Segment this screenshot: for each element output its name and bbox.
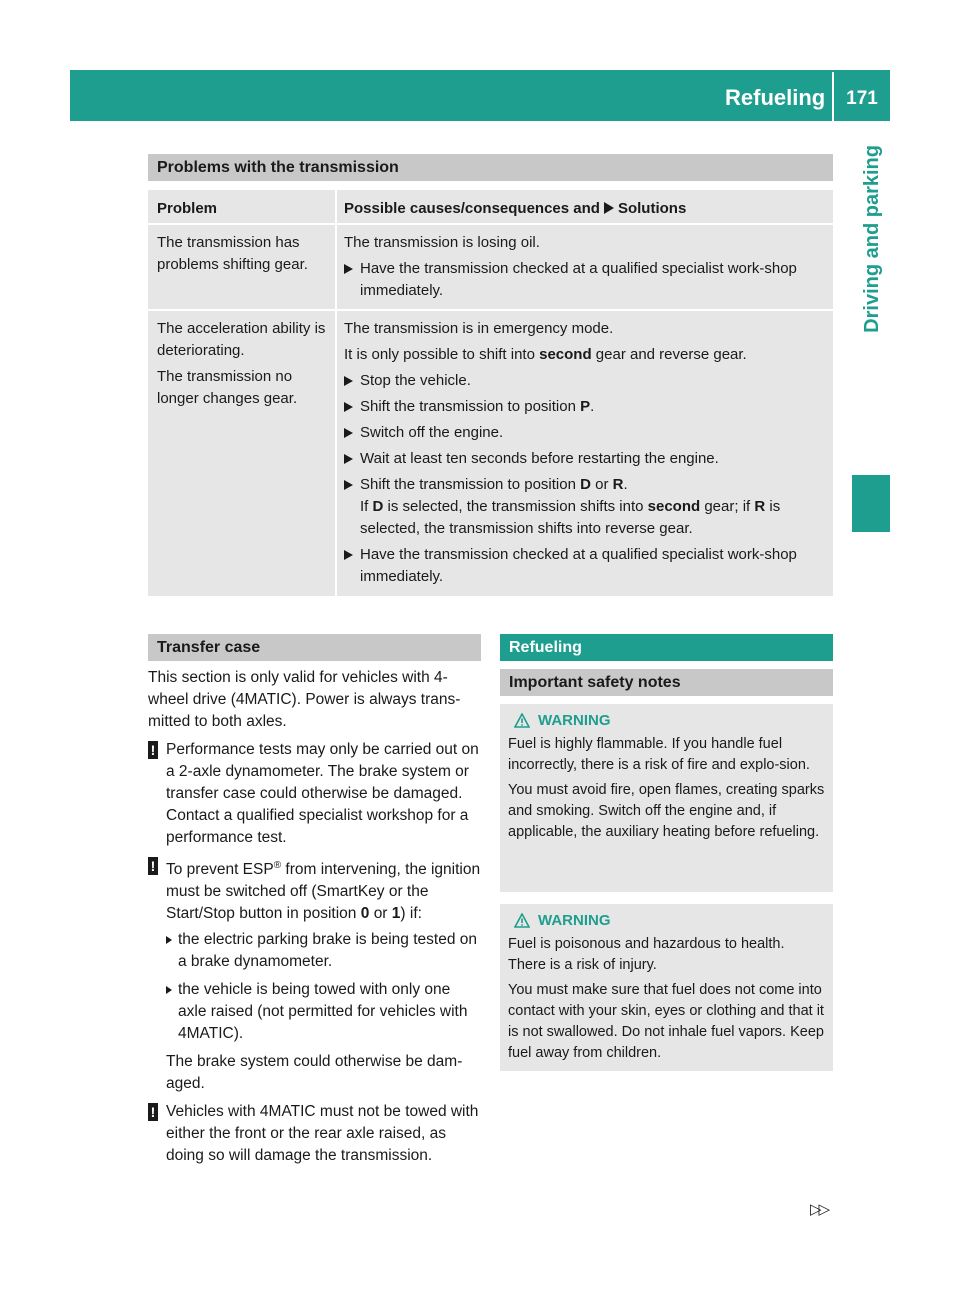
step-item: Shift the transmission to position D or R. xyxy=(344,474,826,496)
arrow-icon xyxy=(344,402,353,412)
warning-box: WARNING Fuel is poisonous and hazardous to health. There is a risk of injury. You must make sure that fuel does not come into contact with your skin, eyes or clothing and that it is not swallowed. Do not inhale fuel vapors. Keep fuel away from children. xyxy=(500,904,833,1071)
notice-icon: ! xyxy=(148,741,158,759)
bullet-item: the electric parking brake is being tested on a brake dynamometer. xyxy=(148,929,483,973)
notice-icon: ! xyxy=(148,1103,158,1121)
step-item: Stop the vehicle. xyxy=(344,370,826,392)
table-cell-solution: The transmission is in emergency mode. It is only possible to shift into second gear and reverse gear. Stop the vehicle. Shift the transmission to position P. Switch off the engine. Wait at least ten seconds before restarting the engine. Shift the transmission to position D or R. If D is selected, the transmission shifts into second gear; if R is selected, the transmission shifts into reverse gear. Have the transmission checked at a qualified specialist work-shop immediately. xyxy=(337,311,833,596)
step-item: Have the transmission checked at a qualified specialist work-shop immediately. xyxy=(344,544,826,588)
arrow-icon xyxy=(344,454,353,464)
side-tab-marker xyxy=(852,475,890,532)
warning-icon xyxy=(514,913,530,928)
side-tab-label: Driving and parking xyxy=(861,145,883,333)
transfer-after: The brake system could otherwise be dam-aged. xyxy=(166,1053,463,1093)
bullet-icon xyxy=(166,986,172,994)
table-header-solutions: Possible causes/consequences and Solutions xyxy=(337,190,833,223)
arrow-icon xyxy=(344,480,353,490)
notice-item: ! Vehicles with 4MATIC must not be towed with either the front or the rear axle raised, as doing so will damage the transmission. xyxy=(148,1101,483,1167)
transfer-intro: This section is only valid for vehicles with 4-wheel drive (4MATIC). Power is always trans-mitted to both axles. xyxy=(148,669,461,730)
header-divider xyxy=(832,72,834,121)
arrow-icon xyxy=(344,428,353,438)
warning-title: WARNING xyxy=(508,910,825,931)
arrow-icon xyxy=(344,376,353,386)
page-number: 171 xyxy=(846,88,878,109)
transmission-heading: Problems with the transmission xyxy=(148,154,833,181)
warning-title: WARNING xyxy=(508,710,825,731)
refueling-heading: Refueling xyxy=(500,634,833,661)
continue-icon: ▷▷ xyxy=(810,1201,828,1218)
table-header-problem: Problem xyxy=(148,190,335,223)
step-item: Wait at least ten seconds before restarting the engine. xyxy=(344,448,826,470)
transfer-heading: Transfer case xyxy=(148,634,481,661)
step-item: Have the transmission checked at a qualified specialist work-shop immediately. xyxy=(344,258,826,302)
bullet-item: the vehicle is being towed with only one axle raised (not permitted for vehicles with 4MATIC). xyxy=(148,979,483,1045)
header-title: Refueling xyxy=(725,85,826,110)
warning-box: WARNING Fuel is highly flammable. If you handle fuel incorrectly, there is a risk of fire and explo-sion. You must avoid fire, open flames, creating sparks and smoking. Switch off the engine and, if applicable, the auxiliary heating before refueling. xyxy=(500,704,833,892)
notice-item: ! To prevent ESP® from intervening, the ignition must be switched off (SmartKey or the Start/Stop button in position 0 or 1) if: xyxy=(148,855,483,925)
arrow-icon xyxy=(344,264,353,274)
table-cell-solution: The transmission is losing oil. Have the transmission checked at a qualified specialist work-shop immediately. xyxy=(337,225,833,309)
safety-notes-heading: Important safety notes xyxy=(500,669,833,696)
table-cell-problem: The acceleration ability is deteriorating. The transmission no longer changes gear. xyxy=(148,311,335,596)
notice-icon: ! xyxy=(148,857,158,875)
arrow-icon xyxy=(604,202,614,214)
warning-icon xyxy=(514,713,530,728)
table-cell-problem: The transmission has problems shifting gear. xyxy=(148,225,335,309)
step-item: Shift the transmission to position P. xyxy=(344,396,826,418)
arrow-icon xyxy=(344,550,353,560)
step-item: Switch off the engine. xyxy=(344,422,826,444)
bullet-icon xyxy=(166,936,172,944)
transfer-body xyxy=(148,667,483,1173)
step-note: If D is selected, the transmission shifts into second gear; if R is selected, the transmission shifts into reverse gear. xyxy=(360,498,781,537)
notice-item: ! Performance tests may only be carried out on a 2-axle dynamometer. The brake system or transfer case could otherwise be damaged. Contact a qualified specialist workshop for a performance test. xyxy=(148,739,483,849)
